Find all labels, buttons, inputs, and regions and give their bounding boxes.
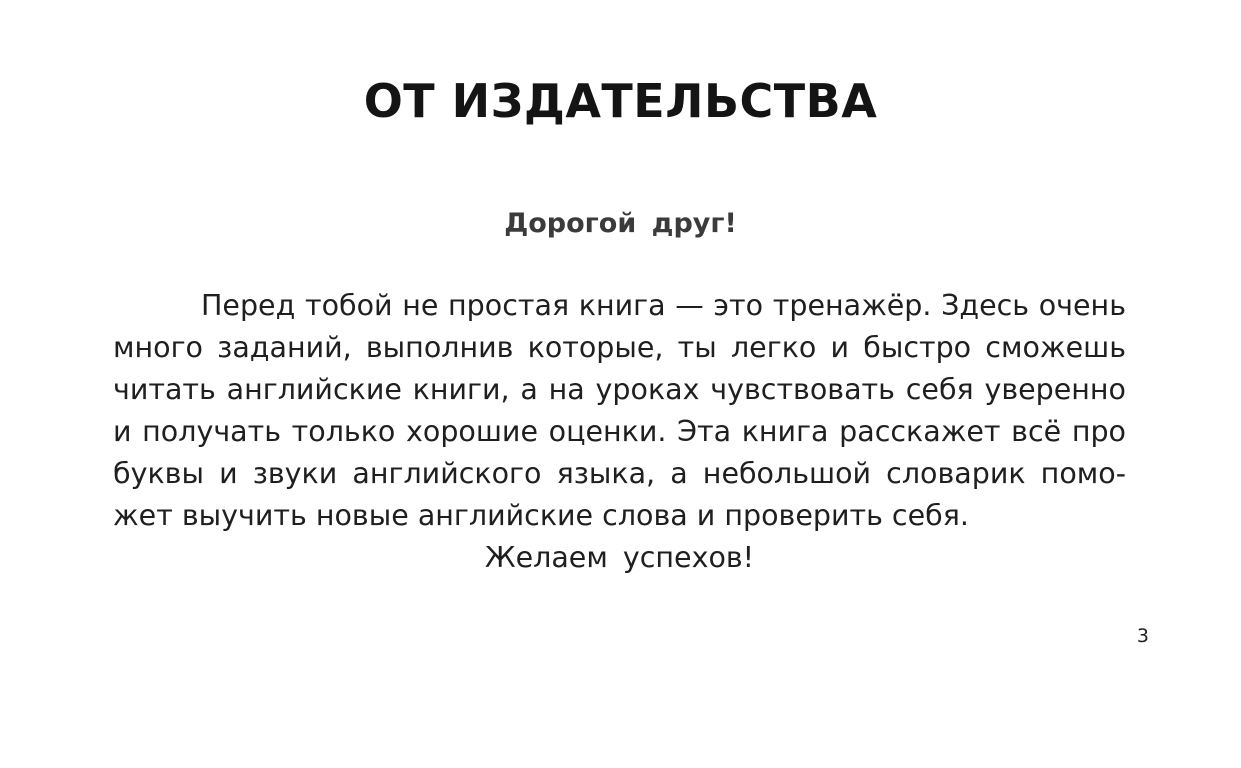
closing-line: Желаем успехов! [484, 541, 755, 574]
salutation: Дорогой друг! [504, 208, 737, 239]
body-paragraph: Перед тобой не простая книга — это тренажёр. Здесь очень много заданий, выполнив которые, ты легко и быстро сможешь читать английские книги, а на уроках чувствовать себя уверенно и получать только хорошие оценки. Эта книга расскажет всё про буквы и звуки английского языка, а небольшой словарик поможет выучить новые английские слова и проверить себя. [113, 289, 1126, 532]
page-title: ОТ ИЗДАТЕЛЬСТВА [363, 74, 878, 128]
page-number: 3 [1136, 625, 1149, 647]
